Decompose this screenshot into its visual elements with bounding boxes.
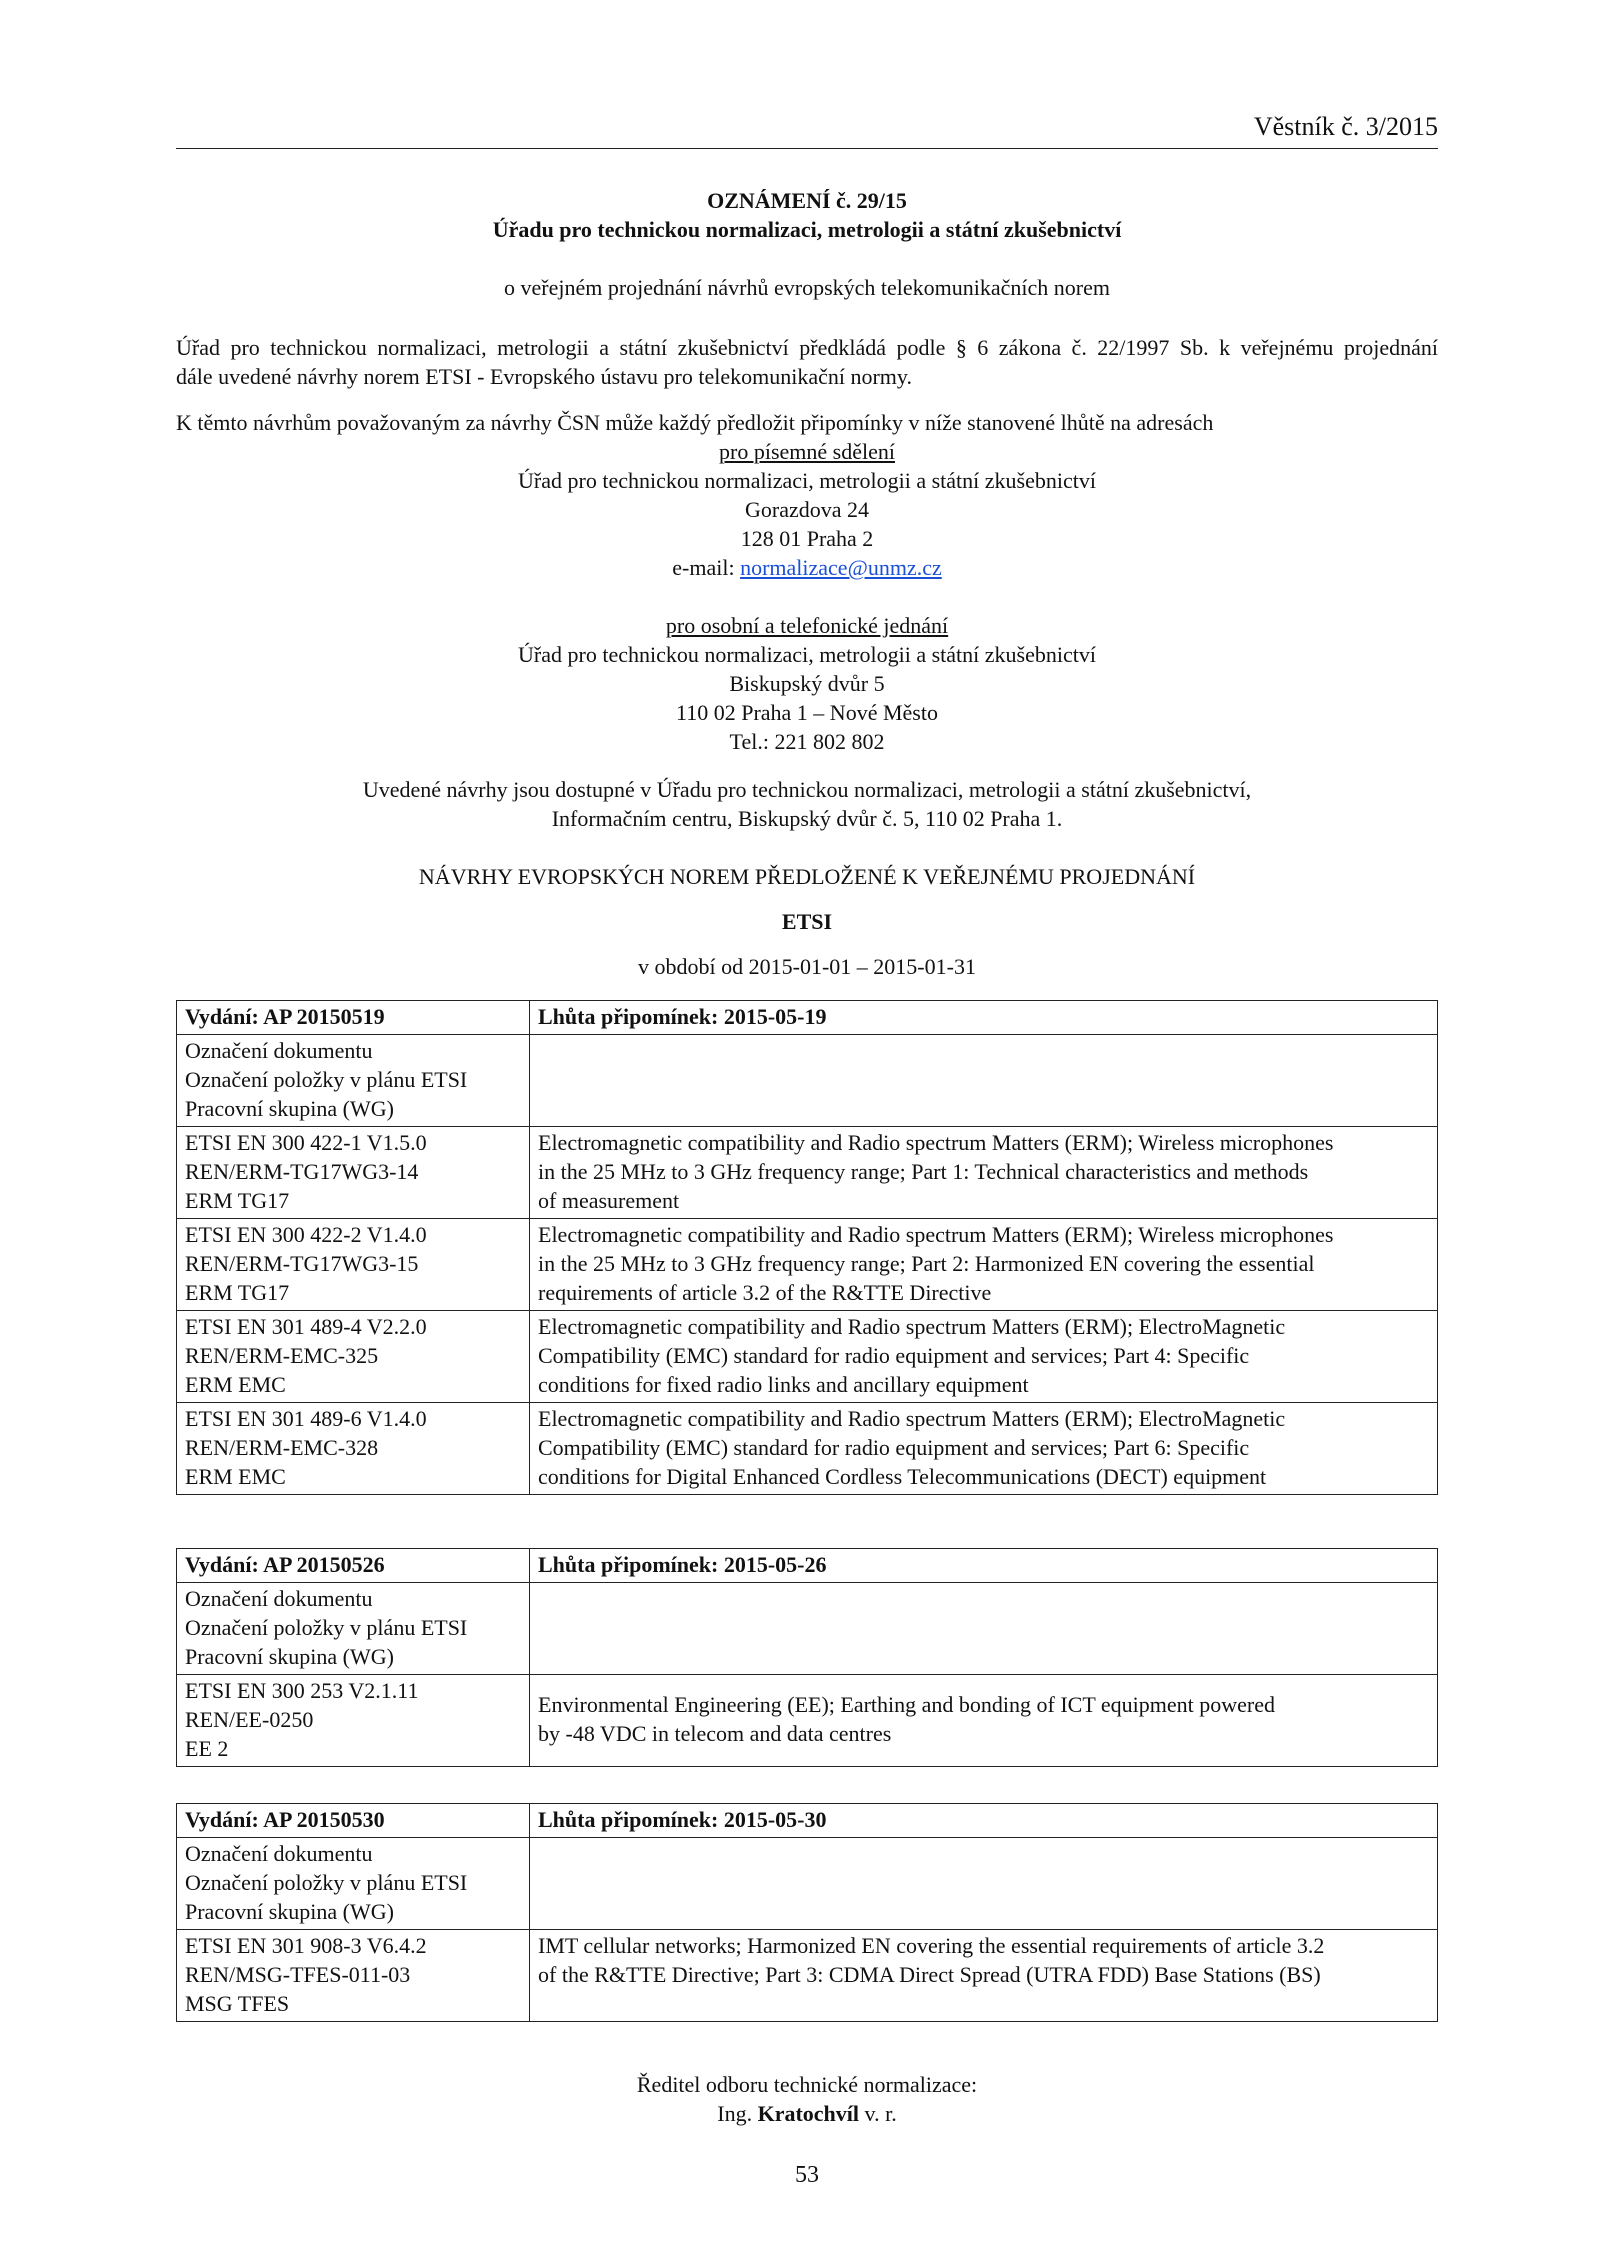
- table-header-row: [177, 1549, 1438, 1583]
- notice-subtitle: Úřadu pro technickou normalizaci, metrologii a státní zkušebnictví: [492, 217, 1122, 242]
- personal-city: 110 02 Praha 1 – Nové Město: [676, 700, 938, 725]
- page-header: [176, 112, 1438, 149]
- doc-desc-cell: IMT cellular networks; Harmonized EN covering the essential requirements of article 3.2 of the R&TTE Directive; Part 3: CDMA Direct Spread (UTRA FDD) Base Stations (BS): [530, 1930, 1438, 2022]
- intro-line-2: dále uvedené návrhy norem ETSI - Evropského ústavu pro telekomunikační normy.: [176, 364, 912, 389]
- legend-row: [177, 1838, 1438, 1930]
- written-heading: pro písemné sdělení: [719, 439, 895, 464]
- doc-desc-cell: Electromagnetic compatibility and Radio spectrum Matters (ERM); Wireless microphones in the 25 MHz to 3 GHz frequency range; Part 1: Technical characteristics and methods of measurement: [530, 1127, 1438, 1219]
- doc-id-cell: ETSI EN 300 253 V2.1.11 REN/EE-0250 EE 2: [177, 1675, 530, 1767]
- written-org: Úřad pro technickou normalizaci, metrologii a státní zkušebnictví: [518, 468, 1096, 493]
- deadline-cell: Lhůta připomínek: 2015-05-26: [530, 1549, 1438, 1583]
- doc-id-cell: ETSI EN 300 422-2 V1.4.0 REN/ERM-TG17WG3-15 ERM TG17: [177, 1219, 530, 1311]
- intro-line-1: Úřad pro technickou normalizaci, metrologii a státní zkušebnictví předkládá podle § 6 zákona č. 22/1997 Sb. k veřejnému projednání: [176, 335, 1438, 360]
- personal-street: Biskupský dvůr 5: [729, 671, 885, 696]
- issue-cell: Vydání: AP 20150519: [177, 1001, 530, 1035]
- issue-cell: Vydání: AP 20150530: [177, 1804, 530, 1838]
- legend-empty-cell: [530, 1035, 1438, 1127]
- table-row: [177, 1219, 1438, 1311]
- signature-name: Kratochvíl: [757, 2101, 860, 2126]
- table-row: [177, 1127, 1438, 1219]
- table-header-row: [177, 1804, 1438, 1838]
- availability-line-1: Uvedené návrhy jsou dostupné v Úřadu pro technickou normalizaci, metrologii a státní zkušebnictví,: [362, 777, 1252, 802]
- legend-row: [177, 1583, 1438, 1675]
- doc-desc-cell: Electromagnetic compatibility and Radio spectrum Matters (ERM); ElectroMagnetic Compatibility (EMC) standard for radio equipment and services; Part 4: Specific conditions for fixed radio links and ancillary equipment: [530, 1311, 1438, 1403]
- etsi-table-1: [176, 1000, 1438, 1495]
- legend-empty-cell: [530, 1583, 1438, 1675]
- written-city: 128 01 Praha 2: [740, 526, 874, 551]
- legend-row: [177, 1035, 1438, 1127]
- notice-subject: o veřejném projednání návrhů evropských telekomunikačních norem: [503, 275, 1111, 300]
- email-label: e-mail:: [672, 555, 741, 580]
- availability-line-2: Informačním centru, Biskupský dvůr č. 5, 110 02 Praha 1.: [551, 806, 1063, 831]
- doc-id-cell: ETSI EN 301 908-3 V6.4.2 REN/MSG-TFES-011-03 MSG TFES: [177, 1930, 530, 2022]
- doc-desc-cell: Electromagnetic compatibility and Radio spectrum Matters (ERM); ElectroMagnetic Compatibility (EMC) standard for radio equipment and services; Part 6: Specific conditions for Digital Enhanced Cordless Telecommunications (DECT) equipment: [530, 1403, 1438, 1495]
- personal-org: Úřad pro technickou normalizaci, metrologii a státní zkušebnictví: [518, 642, 1096, 667]
- personal-heading: pro osobní a telefonické jednání: [665, 613, 949, 638]
- signature-role: Ředitel odboru technické normalizace:: [636, 2072, 978, 2097]
- email-link[interactable]: normalizace@unmz.cz: [740, 555, 942, 580]
- table-row: [177, 1403, 1438, 1495]
- deadline-cell: Lhůta připomínek: 2015-05-19: [530, 1001, 1438, 1035]
- legend-empty-cell: [530, 1838, 1438, 1930]
- section-heading: NÁVRHY EVROPSKÝCH NOREM PŘEDLOŽENÉ K VEŘEJNÉMU PROJEDNÁNÍ: [418, 864, 1196, 889]
- signature-name-line: [176, 2099, 1438, 2128]
- table-header-row: [177, 1001, 1438, 1035]
- written-street: Gorazdova 24: [744, 497, 869, 522]
- doc-desc-cell: Environmental Engineering (EE); Earthing and bonding of ICT equipment powered by -48 VDC in telecom and data centres: [530, 1675, 1438, 1767]
- table-row: [177, 1311, 1438, 1403]
- journal-issue: Věstník č. 3/2015: [1253, 112, 1438, 141]
- legend-cell: Označení dokumentu Označení položky v plánu ETSI Pracovní skupina (WG): [177, 1583, 530, 1675]
- issue-cell: Vydání: AP 20150526: [177, 1549, 530, 1583]
- table-row: [177, 1675, 1438, 1767]
- doc-id-cell: ETSI EN 301 489-6 V1.4.0 REN/ERM-EMC-328 ERM EMC: [177, 1403, 530, 1495]
- doc-desc-cell: Electromagnetic compatibility and Radio spectrum Matters (ERM); Wireless microphones in the 25 MHz to 3 GHz frequency range; Part 2: Harmonized EN covering the essential requirements of article 3.2 of the R&TTE Directive: [530, 1219, 1438, 1311]
- signature-suffix: v. r.: [859, 2101, 897, 2126]
- etsi-table-3: [176, 1803, 1438, 2022]
- page-number: 53: [795, 2162, 819, 2188]
- legend-cell: Označení dokumentu Označení položky v plánu ETSI Pracovní skupina (WG): [177, 1035, 530, 1127]
- comments-paragraph: K těmto návrhům považovaným za návrhy ČSN může každý předložit připomínky v níže stanovené lhůtě na adresách: [176, 410, 1214, 435]
- doc-id-cell: ETSI EN 300 422-1 V1.5.0 REN/ERM-TG17WG3-14 ERM TG17: [177, 1127, 530, 1219]
- etsi-table-2: [176, 1548, 1438, 1767]
- section-org: ETSI: [781, 909, 833, 934]
- table-row: [177, 1930, 1438, 2022]
- deadline-cell: Lhůta připomínek: 2015-05-30: [530, 1804, 1438, 1838]
- legend-cell: Označení dokumentu Označení položky v plánu ETSI Pracovní skupina (WG): [177, 1838, 530, 1930]
- signature-prefix: Ing.: [717, 2101, 758, 2126]
- written-email: [176, 553, 1438, 582]
- personal-phone: Tel.: 221 802 802: [729, 729, 885, 754]
- intro-paragraph: [176, 333, 1438, 391]
- notice-title: OZNÁMENÍ č. 29/15: [707, 188, 907, 213]
- section-period: v období od 2015-01-01 – 2015-01-31: [638, 954, 976, 979]
- doc-id-cell: ETSI EN 301 489-4 V2.2.0 REN/ERM-EMC-325 ERM EMC: [177, 1311, 530, 1403]
